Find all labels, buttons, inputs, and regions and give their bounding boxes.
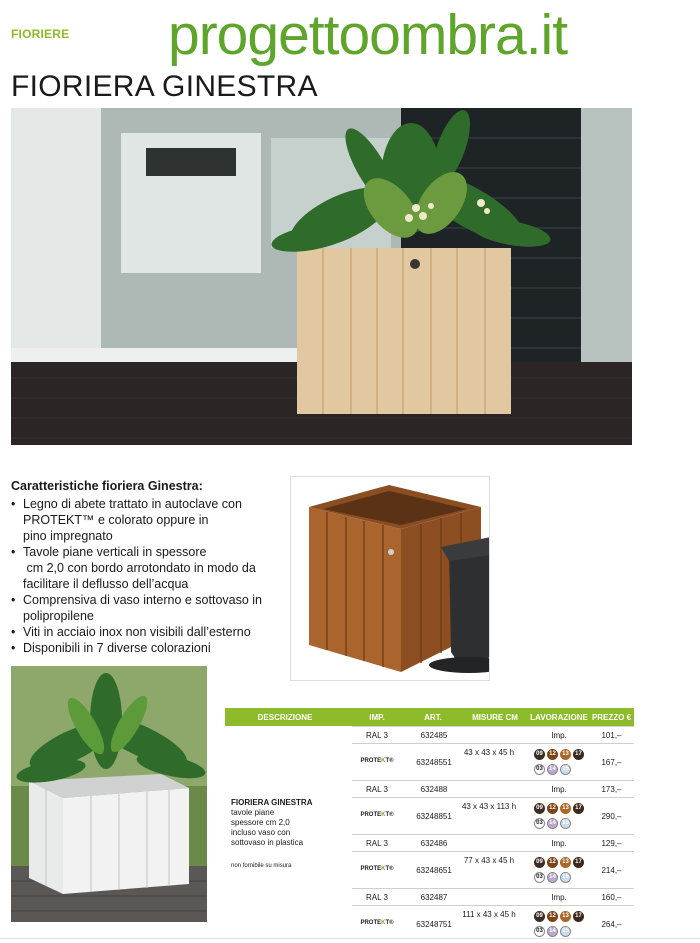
color-swatch: 15 (560, 872, 571, 883)
color-swatch: 12 (547, 857, 558, 868)
brand-logo: progettoombra.it (168, 3, 568, 67)
product-detail: tavole piane (231, 808, 275, 817)
table-row (352, 888, 634, 905)
color-swatch: 09 (534, 803, 545, 814)
color-swatch: 12 (547, 911, 558, 922)
color-swatch: 09 (534, 911, 545, 922)
color-swatch: 03 (534, 926, 545, 937)
table-row (352, 834, 634, 851)
header-descrizione: DESCRIZIONE (257, 713, 313, 722)
cell-price: 160,– (601, 893, 622, 902)
bottom-divider (0, 938, 700, 939)
cell-art: 632488 (420, 785, 448, 794)
page-title: FIORIERA GINESTRA (11, 70, 318, 103)
color-swatch: 09 (534, 857, 545, 868)
features-section (11, 478, 281, 656)
cell-measure: 43 x 43 x 45 h (463, 748, 515, 757)
side-product-photo (11, 666, 207, 922)
feature-item: • Tavole piane verticali in spessore cm 2,0 con bordo arrotondato in modo da facilitare il deflusso dell’acqua (11, 544, 281, 592)
table-row (352, 726, 634, 743)
product-detail: incluso vaso con (231, 828, 291, 837)
cell-lavorazione: Imp. (551, 893, 567, 902)
color-swatch: 14 (547, 926, 558, 937)
cell-price: 101,– (601, 731, 622, 740)
hero-photo (11, 108, 632, 445)
features-list (11, 496, 281, 656)
color-swatch: 12 (547, 749, 558, 760)
header-lavorazione: LAVORAZIONE (530, 713, 588, 722)
color-swatch: 03 (534, 872, 545, 883)
category-label: FIORIERE (11, 27, 70, 41)
color-swatch: 14 (547, 872, 558, 883)
cell-art: 632487 (420, 893, 448, 902)
table-row (352, 780, 634, 797)
color-swatch: 09 (534, 749, 545, 760)
cell-price: 214,– (601, 866, 622, 875)
color-swatch: 15 (560, 764, 571, 775)
color-swatch: 13 (560, 803, 571, 814)
cell-lavorazione: Imp. (551, 839, 567, 848)
color-swatch: 15 (560, 926, 571, 937)
feature-item: • Comprensiva di vaso interno e sottovaso in polipropilene (11, 592, 281, 624)
cell-price: 129,– (601, 839, 622, 848)
cell-imp: RAL 3 (366, 785, 388, 794)
color-swatches (528, 801, 590, 833)
color-swatch: 13 (560, 857, 571, 868)
product-detail: spessore cm 2,0 (231, 818, 290, 827)
cell-art: 63248551 (416, 758, 452, 767)
protekt-logo: PROTEKT® (360, 920, 394, 926)
color-swatch: 17 (573, 749, 584, 760)
cell-price: 173,– (601, 785, 622, 794)
protekt-logo: PROTEKT® (360, 866, 394, 872)
cell-price: 167,– (601, 758, 622, 767)
cell-art: 63248851 (416, 812, 452, 821)
color-swatch: 03 (534, 818, 545, 829)
cell-imp: RAL 3 (366, 893, 388, 902)
feature-item: • Disponibili in 7 diverse colorazioni (11, 640, 281, 656)
product-name: FIORIERA GINESTRA (231, 798, 313, 807)
color-swatch: 13 (560, 749, 571, 760)
product-description (231, 798, 351, 871)
header-misure: MISURE CM (472, 713, 518, 722)
protekt-logo: PROTEKT® (360, 812, 394, 818)
product-photo (290, 476, 490, 681)
cell-measure: 43 x 43 x 113 h (461, 802, 517, 811)
color-swatches (528, 747, 590, 779)
feature-item: • Viti in acciaio inox non visibili dall’esterno (11, 624, 281, 640)
color-swatch: 13 (560, 911, 571, 922)
color-swatch: 14 (547, 764, 558, 775)
cell-measure: 77 x 43 x 45 h (463, 856, 515, 865)
color-swatch: 03 (534, 764, 545, 775)
protekt-logo: PROTEKT® (360, 758, 394, 764)
cell-art: 63248651 (416, 866, 452, 875)
header-imp: IMP. (369, 713, 385, 722)
color-swatch: 12 (547, 803, 558, 814)
cell-art: 63248751 (416, 920, 452, 929)
color-swatch: 17 (573, 857, 584, 868)
cell-measure: 111 x 43 x 45 h (462, 910, 516, 919)
cell-art: 632485 (420, 731, 448, 740)
cell-lavorazione: Imp. (551, 785, 567, 794)
cell-imp: RAL 3 (366, 839, 388, 848)
color-swatches (528, 855, 590, 887)
color-swatch: 17 (573, 911, 584, 922)
cell-price: 264,– (601, 920, 622, 929)
product-note: non fornibile su misura (231, 863, 292, 869)
features-heading: Caratteristiche fioriera Ginestra: (11, 479, 203, 493)
cell-art: 632486 (420, 839, 448, 848)
color-swatches (528, 909, 590, 941)
cell-imp: RAL 3 (366, 731, 388, 740)
cell-price: 290,– (601, 812, 622, 821)
color-swatch: 15 (560, 818, 571, 829)
feature-item: • Legno di abete trattato in autoclave con PROTEKT™ e colorato oppure in pino impregnato (11, 496, 281, 544)
cell-lavorazione: Imp. (551, 731, 567, 740)
color-swatch: 17 (573, 803, 584, 814)
color-swatch: 14 (547, 818, 558, 829)
header-prezzo: PREZZO € (591, 713, 632, 722)
header-art: ART. (424, 713, 442, 722)
table-header (225, 708, 634, 726)
product-detail: sottovaso in plastica (231, 838, 304, 847)
